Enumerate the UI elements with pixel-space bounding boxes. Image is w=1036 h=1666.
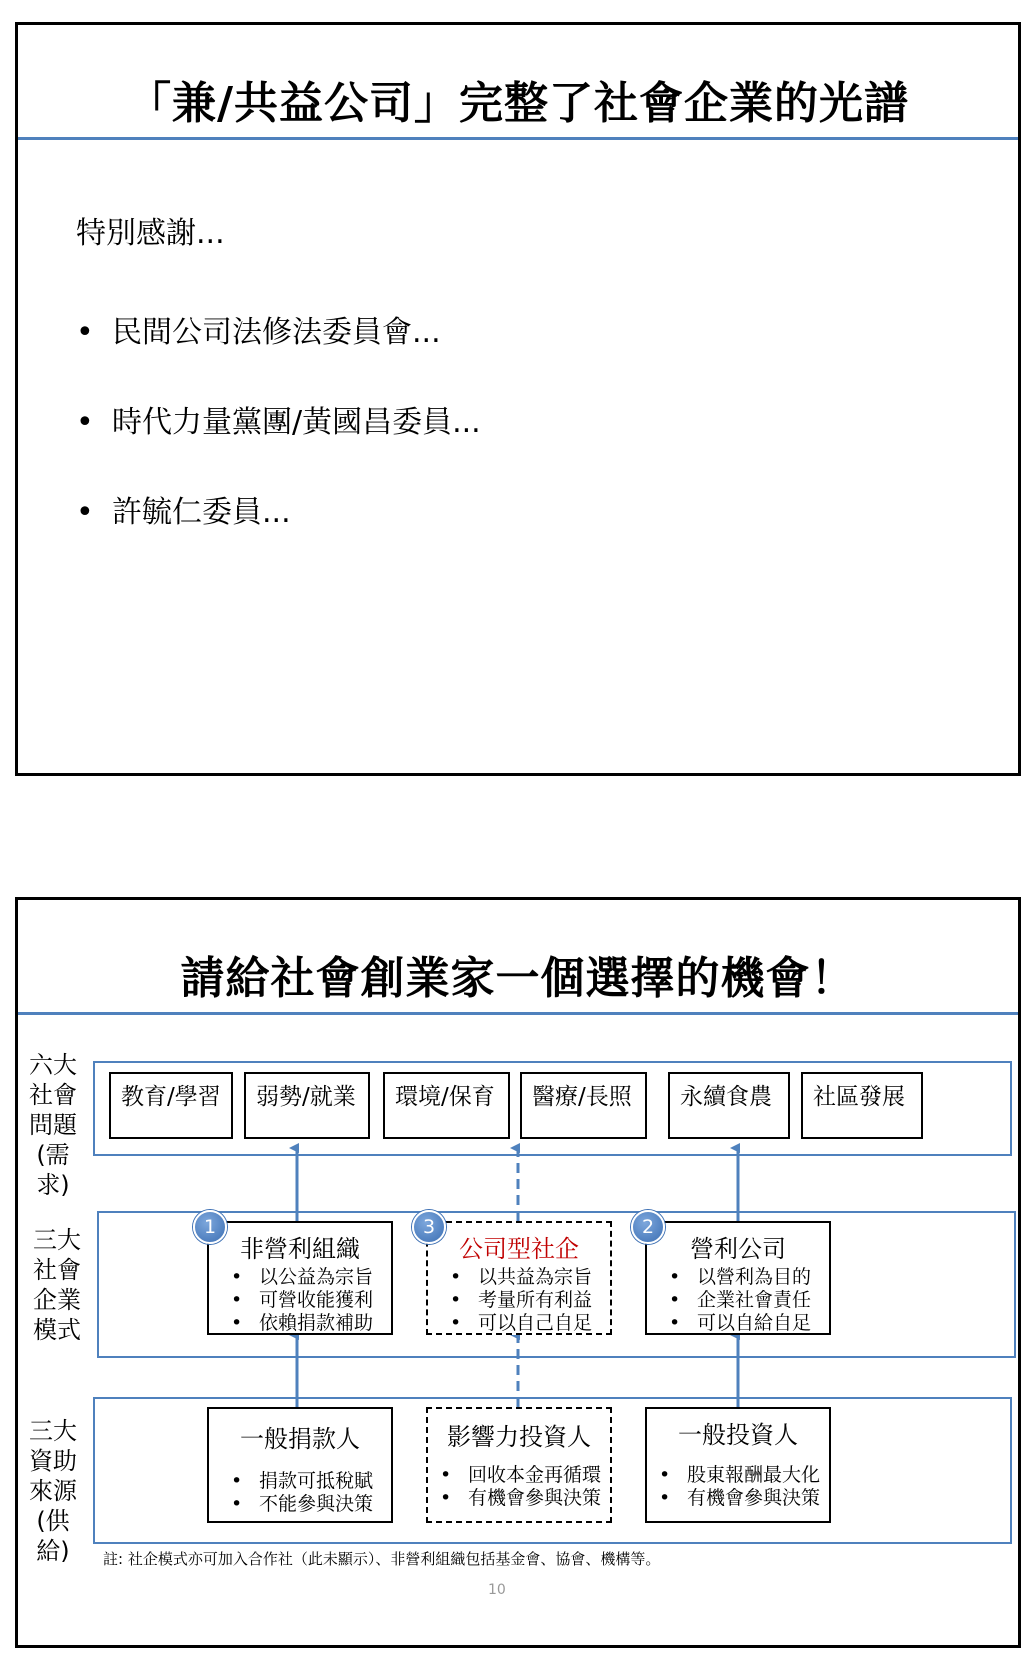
funding-title: 影響力投資人	[447, 1423, 591, 1451]
slide-1	[15, 22, 1021, 776]
bullet-item	[76, 307, 441, 351]
model-item: • 以公益為宗旨	[231, 1266, 374, 1288]
funding-item: • 有機會參與決策	[440, 1487, 602, 1509]
slide-2-title: 請給社會創業家一個選擇的機會！	[180, 953, 856, 1004]
model-item: • 考量所有利益	[450, 1289, 593, 1311]
page-number: 10	[488, 1582, 506, 1598]
bullet-symbol: •	[76, 315, 94, 350]
model-item: • 依賴捐款補助	[231, 1312, 374, 1334]
bullet-symbol: •	[76, 495, 94, 530]
need-environment: 環境/保育	[383, 1072, 510, 1139]
need-food-agriculture: 永續食農	[668, 1072, 790, 1139]
need-community: 社區發展	[801, 1072, 923, 1139]
funding-item: • 股東報酬最大化	[659, 1464, 821, 1486]
funding-title: 一般捐款人	[240, 1425, 360, 1453]
number-badge-3: 3	[412, 1210, 446, 1244]
model-title: 公司型社企	[459, 1235, 579, 1263]
model-item: • 可以自己自足	[450, 1312, 593, 1334]
model-card-social-enterprise	[426, 1221, 612, 1335]
bullet-text: 時代力量黨團/黃國昌委員...	[112, 405, 481, 440]
model-card-nonprofit	[207, 1221, 393, 1335]
models-row-label: 三大 社會 企業 模式	[33, 1226, 81, 1344]
funding-card-impact-investors	[426, 1407, 612, 1523]
bullet-text: 許毓仁委員...	[112, 495, 291, 530]
model-item: • 可營收能獲利	[231, 1289, 374, 1311]
need-healthcare: 醫療/長照	[520, 1072, 647, 1139]
footnote: 註: 社企模式亦可加入合作社（此未顯示）、非營利組織包括基金會、協會、機構等。	[103, 1550, 661, 1568]
model-item: • 以營利為目的	[669, 1266, 812, 1288]
slide-2	[15, 897, 1021, 1648]
funding-item: • 有機會參與決策	[659, 1487, 821, 1509]
model-card-forprofit	[645, 1221, 831, 1335]
model-title: 營利公司	[690, 1235, 786, 1263]
bullet-text: 民間公司法修法委員會...	[112, 315, 441, 350]
funding-item: • 不能參與決策	[231, 1493, 374, 1515]
funding-row-label: 三大 資助 來源 (供給)	[29, 1417, 77, 1565]
need-education: 教育/學習	[109, 1072, 233, 1139]
number-badge-2: 2	[631, 1210, 665, 1244]
funding-item: • 捐款可抵稅賦	[231, 1470, 374, 1492]
bullet-item	[76, 397, 481, 441]
funding-card-donors	[207, 1407, 393, 1523]
funding-item: • 回收本金再循環	[440, 1464, 602, 1486]
bullet-item	[76, 487, 291, 531]
model-item: • 以共益為宗旨	[450, 1266, 593, 1288]
funding-card-investors	[645, 1407, 831, 1523]
funding-title: 一般投資人	[678, 1421, 798, 1449]
model-item: • 企業社會責任	[669, 1289, 812, 1311]
intro-text: 特別感謝...	[76, 216, 225, 251]
title-divider	[18, 137, 1018, 140]
bullet-symbol: •	[76, 405, 94, 440]
model-title: 非營利組織	[240, 1235, 360, 1263]
number-badge-1: 1	[193, 1210, 227, 1244]
slide-1-title: 「兼/共益公司」完整了社會企業的光譜	[126, 78, 910, 129]
model-item: • 可以自給自足	[669, 1312, 812, 1334]
needs-row-label: 六大 社會 問題 (需求)	[29, 1051, 77, 1199]
need-employment: 弱勢/就業	[244, 1072, 370, 1139]
